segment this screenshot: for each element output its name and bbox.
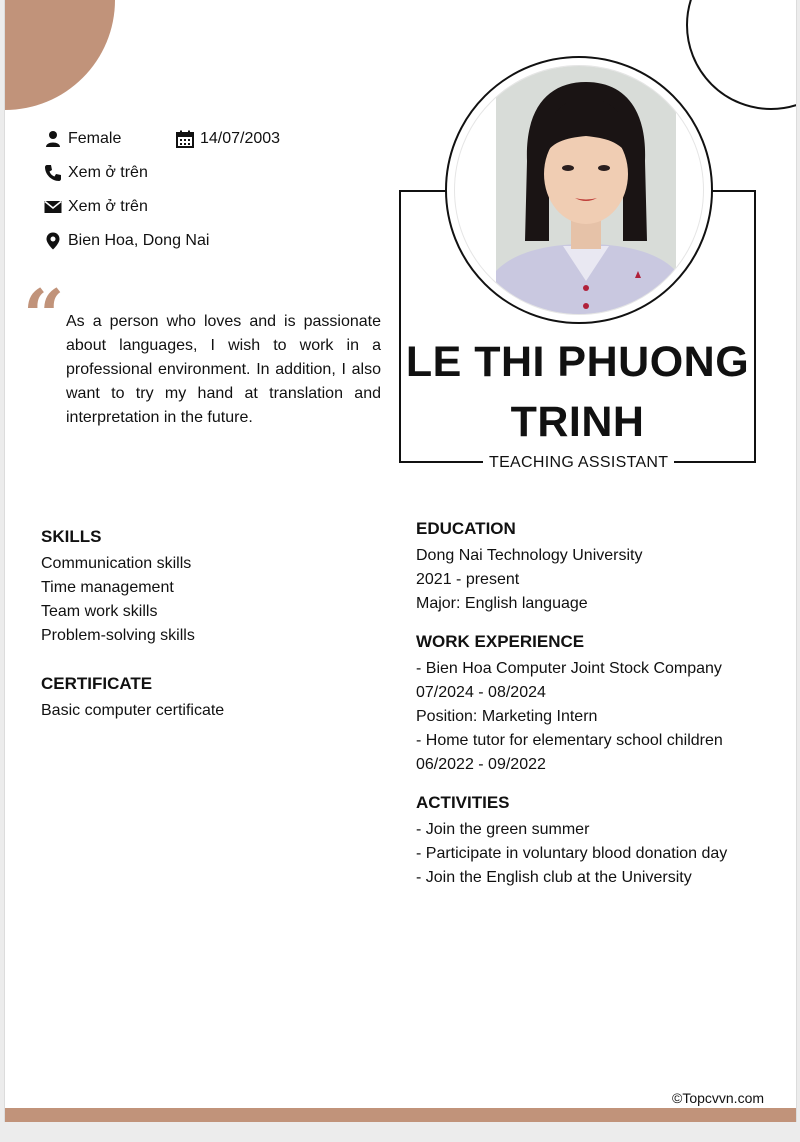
job-title: TEACHING ASSISTANT bbox=[483, 452, 674, 474]
work-experience-heading: WORK EXPERIENCE bbox=[416, 632, 585, 651]
education-line: Major: English language bbox=[416, 595, 588, 612]
certificate-list bbox=[41, 699, 224, 723]
skill-item: Communication skills bbox=[41, 555, 192, 572]
skills-heading: SKILLS bbox=[41, 527, 102, 546]
activity-line: - Participate in voluntary blood donation day bbox=[416, 845, 728, 862]
skill-item: Time management bbox=[41, 579, 174, 596]
activities-list bbox=[416, 818, 727, 890]
location-pin-icon bbox=[44, 232, 62, 250]
footer-credit: ©Topcvvn.com bbox=[672, 1090, 765, 1106]
certificate-heading: CERTIFICATE bbox=[41, 674, 153, 693]
skills-list bbox=[41, 552, 195, 648]
skill-item: Team work skills bbox=[41, 603, 158, 620]
profile-photo bbox=[454, 65, 704, 315]
work-line: - Home tutor for elementary school children bbox=[416, 732, 723, 749]
profile-photo-frame bbox=[445, 56, 713, 324]
work-line: Position: Marketing Intern bbox=[416, 708, 598, 725]
phone-value: Xem ở trên bbox=[68, 164, 148, 181]
skill-item: Problem-solving skills bbox=[41, 627, 195, 644]
work-line: 06/2022 - 09/2022 bbox=[416, 756, 546, 773]
calendar-icon bbox=[176, 130, 194, 148]
email-value: Xem ở trên bbox=[68, 198, 148, 215]
activity-line: - Join the English club at the University bbox=[416, 869, 692, 886]
career-objective: As a person who loves and is passionate about languages, I wish to work in a professional environment. In addition, I also want to try my hand at translation and interpretation in the future. bbox=[66, 313, 381, 426]
education-details bbox=[416, 544, 642, 616]
work-experience-details bbox=[416, 657, 723, 777]
phone-icon bbox=[44, 164, 62, 182]
work-line: 07/2024 - 08/2024 bbox=[416, 684, 546, 701]
phone-field bbox=[44, 162, 148, 184]
portrait-illustration bbox=[455, 66, 704, 315]
cv-page bbox=[4, 0, 797, 1122]
person-icon bbox=[44, 130, 62, 148]
certificate-item: Basic computer certificate bbox=[41, 702, 225, 719]
gender-value: Female bbox=[68, 130, 122, 147]
activities-heading: ACTIVITIES bbox=[416, 793, 510, 812]
candidate-name: LE THI PHUONG TRINH bbox=[405, 338, 750, 446]
birthdate-value: 14/07/2003 bbox=[200, 130, 281, 147]
address-field bbox=[44, 230, 209, 252]
education-line: 2021 - present bbox=[416, 571, 520, 588]
gender-field bbox=[44, 128, 121, 150]
birthdate-field bbox=[176, 128, 280, 150]
activity-line: - Join the green summer bbox=[416, 821, 590, 838]
education-line: Dong Nai Technology University bbox=[416, 547, 643, 564]
quote-icon: “ bbox=[23, 273, 65, 358]
education-heading: EDUCATION bbox=[416, 519, 516, 538]
email-field bbox=[44, 196, 148, 218]
bottom-accent-bar bbox=[5, 1108, 796, 1122]
work-line: - Bien Hoa Computer Joint Stock Company bbox=[416, 660, 722, 677]
mail-icon bbox=[44, 198, 62, 216]
address-value: Bien Hoa, Dong Nai bbox=[68, 232, 210, 249]
corner-decoration-blob bbox=[4, 0, 115, 110]
